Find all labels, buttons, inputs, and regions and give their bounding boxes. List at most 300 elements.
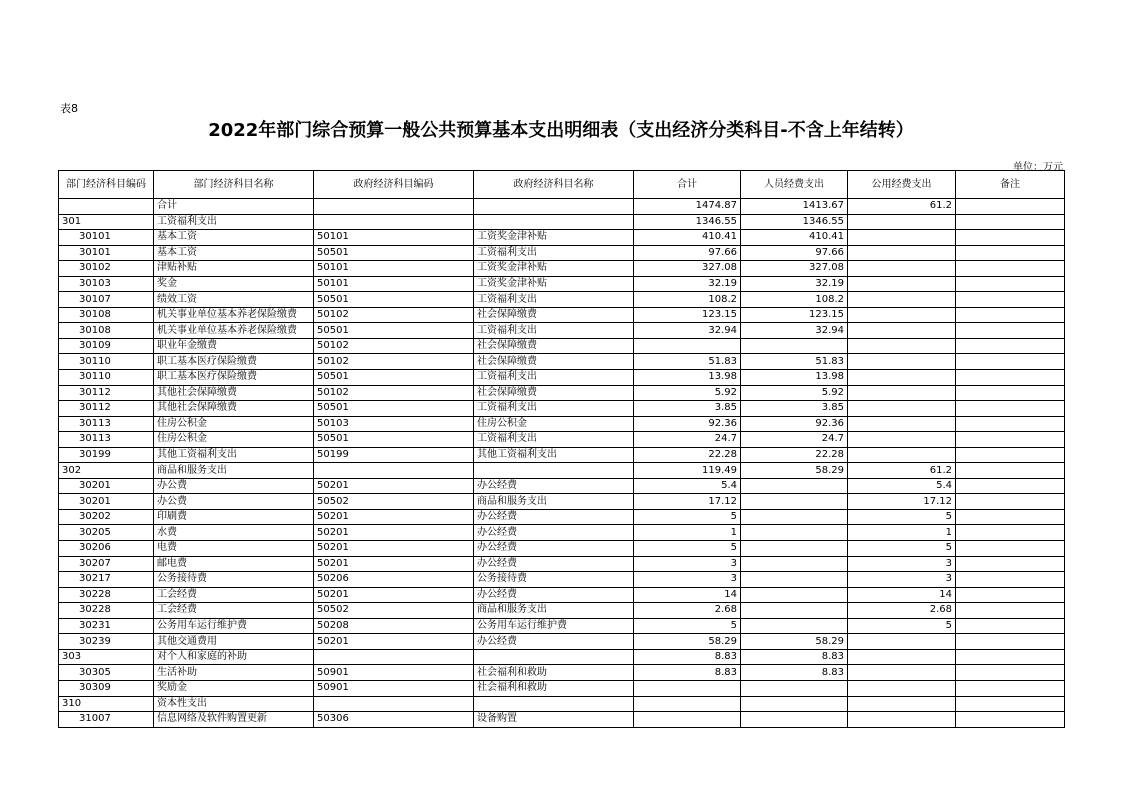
cell-dept-name: 职业年金缴费	[154, 338, 314, 354]
cell-dept-name: 其他交通费用	[154, 634, 314, 650]
table-row	[59, 416, 1065, 432]
cell-staff-expense	[741, 494, 848, 510]
cell-dept-name: 印刷费	[154, 509, 314, 525]
cell-total: 32.94	[634, 323, 741, 339]
cell-gov-name: 办公经费	[474, 556, 634, 572]
cell-public-expense	[848, 432, 956, 448]
cell-gov-code: 50206	[314, 572, 474, 588]
cell-staff-expense: 108.2	[741, 292, 848, 308]
cell-dept-name: 合计	[154, 199, 314, 215]
cell-total: 22.28	[634, 447, 741, 463]
cell-gov-code: 50306	[314, 712, 474, 728]
table-row	[59, 509, 1065, 525]
cell-dept-name: 绩效工资	[154, 292, 314, 308]
cell-dept-code: 30112	[59, 401, 154, 417]
cell-gov-name	[474, 649, 634, 665]
table-row	[59, 370, 1065, 386]
cell-total: 51.83	[634, 354, 741, 370]
cell-public-expense	[848, 634, 956, 650]
cell-dept-name: 水费	[154, 525, 314, 541]
cell-gov-name: 设备购置	[474, 712, 634, 728]
cell-gov-code: 50201	[314, 525, 474, 541]
cell-total: 3.85	[634, 401, 741, 417]
cell-total: 5.4	[634, 478, 741, 494]
cell-public-expense	[848, 665, 956, 681]
cell-dept-name: 住房公积金	[154, 416, 314, 432]
table-row	[59, 338, 1065, 354]
cell-public-expense	[848, 214, 956, 230]
cell-note	[956, 556, 1065, 572]
cell-dept-name: 其他社会保障缴费	[154, 385, 314, 401]
cell-gov-name: 工资福利支出	[474, 432, 634, 448]
cell-dept-name: 工资福利支出	[154, 214, 314, 230]
cell-gov-code: 50201	[314, 509, 474, 525]
cell-note	[956, 509, 1065, 525]
cell-staff-expense: 22.28	[741, 447, 848, 463]
cell-gov-code: 50102	[314, 385, 474, 401]
cell-public-expense	[848, 712, 956, 728]
cell-total: 5	[634, 618, 741, 634]
table-row	[59, 634, 1065, 650]
cell-staff-expense	[741, 587, 848, 603]
cell-gov-name: 社会保障缴费	[474, 354, 634, 370]
cell-staff-expense: 24.7	[741, 432, 848, 448]
cell-dept-name: 生活补助	[154, 665, 314, 681]
budget-table	[58, 170, 1065, 728]
cell-dept-name: 工会经费	[154, 603, 314, 619]
cell-gov-code	[314, 463, 474, 479]
cell-gov-code: 50501	[314, 323, 474, 339]
cell-staff-expense	[741, 680, 848, 696]
cell-gov-code: 50101	[314, 261, 474, 277]
cell-gov-code	[314, 214, 474, 230]
header-total: 合计	[634, 171, 741, 199]
cell-public-expense: 61.2	[848, 463, 956, 479]
cell-total: 5.92	[634, 385, 741, 401]
cell-gov-code	[314, 696, 474, 712]
cell-total: 32.19	[634, 276, 741, 292]
cell-dept-name: 职工基本医疗保险缴费	[154, 354, 314, 370]
cell-dept-name: 资本性支出	[154, 696, 314, 712]
table-row	[59, 712, 1065, 728]
cell-staff-expense	[741, 509, 848, 525]
cell-note	[956, 587, 1065, 603]
cell-public-expense	[848, 323, 956, 339]
cell-dept-name: 其他工资福利支出	[154, 447, 314, 463]
cell-note	[956, 463, 1065, 479]
cell-gov-name: 工资福利支出	[474, 323, 634, 339]
cell-dept-name: 对个人和家庭的补助	[154, 649, 314, 665]
cell-gov-code	[314, 199, 474, 215]
cell-dept-code: 30305	[59, 665, 154, 681]
cell-public-expense	[848, 261, 956, 277]
cell-public-expense	[848, 416, 956, 432]
cell-total: 5	[634, 541, 741, 557]
table-body	[59, 199, 1065, 728]
cell-public-expense: 17.12	[848, 494, 956, 510]
header-public-expense: 公用经费支出	[848, 171, 956, 199]
cell-gov-name: 办公经费	[474, 509, 634, 525]
cell-public-expense: 5	[848, 618, 956, 634]
table-row	[59, 199, 1065, 215]
cell-staff-expense: 32.94	[741, 323, 848, 339]
cell-dept-name: 邮电费	[154, 556, 314, 572]
cell-dept-code: 303	[59, 649, 154, 665]
cell-dept-name: 商品和服务支出	[154, 463, 314, 479]
cell-note	[956, 572, 1065, 588]
cell-public-expense	[848, 385, 956, 401]
cell-note	[956, 541, 1065, 557]
cell-dept-code: 30113	[59, 432, 154, 448]
cell-note	[956, 649, 1065, 665]
cell-gov-code: 50901	[314, 665, 474, 681]
cell-total: 119.49	[634, 463, 741, 479]
cell-note	[956, 323, 1065, 339]
cell-total: 58.29	[634, 634, 741, 650]
cell-dept-name: 奖金	[154, 276, 314, 292]
cell-total: 97.66	[634, 245, 741, 261]
cell-note	[956, 416, 1065, 432]
header-gov-name: 政府经济科目名称	[474, 171, 634, 199]
cell-gov-code: 50502	[314, 494, 474, 510]
cell-total	[634, 680, 741, 696]
table-header-row	[59, 171, 1065, 199]
cell-gov-name: 办公经费	[474, 525, 634, 541]
cell-gov-code: 50501	[314, 370, 474, 386]
cell-note	[956, 680, 1065, 696]
cell-dept-code: 30202	[59, 509, 154, 525]
cell-staff-expense	[741, 712, 848, 728]
cell-dept-code: 30113	[59, 416, 154, 432]
cell-public-expense	[848, 649, 956, 665]
header-staff-expense: 人员经费支出	[741, 171, 848, 199]
cell-public-expense: 14	[848, 587, 956, 603]
cell-dept-code: 30228	[59, 603, 154, 619]
cell-dept-name: 职工基本医疗保险缴费	[154, 370, 314, 386]
cell-dept-code: 30107	[59, 292, 154, 308]
cell-staff-expense	[741, 541, 848, 557]
cell-gov-name: 办公经费	[474, 587, 634, 603]
header-gov-code: 政府经济科目编码	[314, 171, 474, 199]
cell-note	[956, 245, 1065, 261]
cell-gov-name: 社会福利和救助	[474, 680, 634, 696]
cell-gov-code: 50102	[314, 338, 474, 354]
cell-note	[956, 214, 1065, 230]
table-row	[59, 245, 1065, 261]
cell-dept-code: 30101	[59, 230, 154, 246]
table-row	[59, 230, 1065, 246]
cell-dept-code: 30199	[59, 447, 154, 463]
cell-gov-code: 50208	[314, 618, 474, 634]
cell-gov-code: 50201	[314, 478, 474, 494]
cell-gov-name: 社会保障缴费	[474, 338, 634, 354]
table-row	[59, 463, 1065, 479]
cell-gov-name: 工资福利支出	[474, 292, 634, 308]
cell-dept-code: 30102	[59, 261, 154, 277]
table-row	[59, 494, 1065, 510]
cell-staff-expense: 5.92	[741, 385, 848, 401]
cell-dept-name: 基本工资	[154, 230, 314, 246]
table-row	[59, 603, 1065, 619]
cell-dept-code: 301	[59, 214, 154, 230]
cell-gov-name: 工资奖金津补贴	[474, 261, 634, 277]
cell-note	[956, 370, 1065, 386]
cell-dept-code	[59, 199, 154, 215]
cell-note	[956, 494, 1065, 510]
cell-staff-expense: 123.15	[741, 307, 848, 323]
cell-staff-expense: 1413.67	[741, 199, 848, 215]
cell-note	[956, 401, 1065, 417]
cell-dept-code: 30110	[59, 354, 154, 370]
cell-public-expense	[848, 680, 956, 696]
cell-public-expense: 5	[848, 541, 956, 557]
table-row	[59, 556, 1065, 572]
cell-dept-name: 津贴补贴	[154, 261, 314, 277]
cell-note	[956, 447, 1065, 463]
cell-public-expense	[848, 276, 956, 292]
cell-gov-code: 50199	[314, 447, 474, 463]
header-dept-code: 部门经济科目编码	[59, 171, 154, 199]
cell-dept-code: 30108	[59, 307, 154, 323]
table-number-label: 表8	[60, 102, 78, 115]
cell-gov-name: 社会保障缴费	[474, 385, 634, 401]
table-row	[59, 696, 1065, 712]
cell-total	[634, 712, 741, 728]
table-row	[59, 276, 1065, 292]
cell-dept-name: 办公费	[154, 494, 314, 510]
cell-dept-code: 30112	[59, 385, 154, 401]
cell-dept-name: 公务接待费	[154, 572, 314, 588]
cell-dept-code: 310	[59, 696, 154, 712]
cell-note	[956, 665, 1065, 681]
cell-total: 14	[634, 587, 741, 603]
table-row	[59, 323, 1065, 339]
table-row	[59, 385, 1065, 401]
cell-gov-code: 50102	[314, 307, 474, 323]
cell-public-expense: 5	[848, 509, 956, 525]
cell-note	[956, 478, 1065, 494]
cell-dept-name: 住房公积金	[154, 432, 314, 448]
cell-gov-name: 工资奖金津补贴	[474, 230, 634, 246]
cell-gov-name: 工资福利支出	[474, 370, 634, 386]
cell-dept-name: 办公费	[154, 478, 314, 494]
cell-gov-code: 50502	[314, 603, 474, 619]
cell-staff-expense: 32.19	[741, 276, 848, 292]
cell-staff-expense	[741, 696, 848, 712]
cell-gov-code: 50201	[314, 634, 474, 650]
cell-public-expense	[848, 370, 956, 386]
table-row	[59, 447, 1065, 463]
cell-gov-name	[474, 199, 634, 215]
table-row	[59, 261, 1065, 277]
cell-dept-code: 30228	[59, 587, 154, 603]
cell-note	[956, 307, 1065, 323]
cell-note	[956, 199, 1065, 215]
cell-note	[956, 276, 1065, 292]
cell-gov-code: 50103	[314, 416, 474, 432]
cell-total: 24.7	[634, 432, 741, 448]
cell-total	[634, 696, 741, 712]
cell-gov-code: 50901	[314, 680, 474, 696]
table-row	[59, 541, 1065, 557]
cell-note	[956, 292, 1065, 308]
table-row	[59, 649, 1065, 665]
table-row	[59, 354, 1065, 370]
cell-public-expense	[848, 696, 956, 712]
table-row	[59, 432, 1065, 448]
cell-gov-name: 办公经费	[474, 478, 634, 494]
cell-note	[956, 261, 1065, 277]
cell-staff-expense: 8.83	[741, 665, 848, 681]
table-row	[59, 680, 1065, 696]
cell-gov-code: 50501	[314, 245, 474, 261]
cell-dept-code: 31007	[59, 712, 154, 728]
cell-dept-code: 30109	[59, 338, 154, 354]
cell-gov-code: 50501	[314, 292, 474, 308]
cell-dept-name: 公务用车运行维护费	[154, 618, 314, 634]
page-title: 2022年部门综合预算一般公共预算基本支出明细表（支出经济分类科目-不含上年结转）	[208, 120, 914, 141]
table-row	[59, 292, 1065, 308]
cell-gov-code: 50101	[314, 230, 474, 246]
cell-gov-name: 商品和服务支出	[474, 603, 634, 619]
cell-public-expense	[848, 245, 956, 261]
cell-public-expense	[848, 338, 956, 354]
cell-staff-expense	[741, 603, 848, 619]
cell-gov-code: 50501	[314, 401, 474, 417]
cell-dept-name: 信息网络及软件购置更新	[154, 712, 314, 728]
cell-gov-name: 社会福利和救助	[474, 665, 634, 681]
cell-note	[956, 338, 1065, 354]
cell-total: 3	[634, 556, 741, 572]
cell-gov-name: 工资福利支出	[474, 245, 634, 261]
cell-note	[956, 230, 1065, 246]
header-dept-name: 部门经济科目名称	[154, 171, 314, 199]
cell-staff-expense	[741, 572, 848, 588]
cell-gov-code: 50201	[314, 556, 474, 572]
cell-public-expense: 3	[848, 572, 956, 588]
cell-gov-name: 公务用车运行维护费	[474, 618, 634, 634]
cell-gov-name: 办公经费	[474, 634, 634, 650]
cell-total: 327.08	[634, 261, 741, 277]
cell-note	[956, 354, 1065, 370]
table-row	[59, 214, 1065, 230]
cell-dept-name: 机关事业单位基本养老保险缴费	[154, 307, 314, 323]
table-row	[59, 665, 1065, 681]
cell-total	[634, 338, 741, 354]
cell-dept-code: 30201	[59, 478, 154, 494]
cell-gov-code	[314, 649, 474, 665]
cell-dept-name: 奖励金	[154, 680, 314, 696]
table-row	[59, 401, 1065, 417]
cell-staff-expense: 58.29	[741, 634, 848, 650]
cell-gov-name	[474, 214, 634, 230]
cell-dept-code: 30110	[59, 370, 154, 386]
cell-dept-code: 30103	[59, 276, 154, 292]
cell-gov-code: 50201	[314, 541, 474, 557]
cell-public-expense: 3	[848, 556, 956, 572]
cell-staff-expense: 410.41	[741, 230, 848, 246]
cell-total: 5	[634, 509, 741, 525]
cell-public-expense	[848, 447, 956, 463]
cell-staff-expense: 51.83	[741, 354, 848, 370]
cell-note	[956, 634, 1065, 650]
cell-staff-expense: 58.29	[741, 463, 848, 479]
cell-staff-expense: 97.66	[741, 245, 848, 261]
cell-public-expense	[848, 292, 956, 308]
cell-staff-expense	[741, 556, 848, 572]
cell-public-expense: 61.2	[848, 199, 956, 215]
cell-staff-expense: 92.36	[741, 416, 848, 432]
cell-note	[956, 525, 1065, 541]
cell-note	[956, 432, 1065, 448]
cell-staff-expense: 327.08	[741, 261, 848, 277]
cell-staff-expense: 3.85	[741, 401, 848, 417]
cell-gov-name: 公务接待费	[474, 572, 634, 588]
cell-total: 108.2	[634, 292, 741, 308]
cell-gov-name: 工资奖金津补贴	[474, 276, 634, 292]
cell-dept-name: 其他社会保障缴费	[154, 401, 314, 417]
cell-gov-name: 商品和服务支出	[474, 494, 634, 510]
cell-total: 410.41	[634, 230, 741, 246]
table-row	[59, 478, 1065, 494]
cell-total: 123.15	[634, 307, 741, 323]
cell-gov-name: 社会保障缴费	[474, 307, 634, 323]
cell-note	[956, 385, 1065, 401]
cell-gov-code: 50201	[314, 587, 474, 603]
cell-gov-name: 工资福利支出	[474, 401, 634, 417]
cell-total: 17.12	[634, 494, 741, 510]
cell-staff-expense	[741, 525, 848, 541]
cell-dept-name: 电费	[154, 541, 314, 557]
table-row	[59, 525, 1065, 541]
cell-dept-name: 工会经费	[154, 587, 314, 603]
cell-staff-expense: 13.98	[741, 370, 848, 386]
cell-gov-code: 50101	[314, 276, 474, 292]
cell-dept-code: 30239	[59, 634, 154, 650]
cell-staff-expense	[741, 618, 848, 634]
cell-total: 1	[634, 525, 741, 541]
cell-dept-code: 30201	[59, 494, 154, 510]
cell-public-expense	[848, 307, 956, 323]
cell-public-expense: 1	[848, 525, 956, 541]
table-row	[59, 618, 1065, 634]
cell-dept-code: 30101	[59, 245, 154, 261]
cell-gov-name: 住房公积金	[474, 416, 634, 432]
cell-total: 92.36	[634, 416, 741, 432]
cell-dept-code: 302	[59, 463, 154, 479]
cell-total: 2.68	[634, 603, 741, 619]
cell-public-expense: 2.68	[848, 603, 956, 619]
cell-gov-code: 50102	[314, 354, 474, 370]
cell-staff-expense: 1346.55	[741, 214, 848, 230]
cell-public-expense	[848, 230, 956, 246]
cell-dept-code: 30217	[59, 572, 154, 588]
cell-public-expense: 5.4	[848, 478, 956, 494]
unit-label: 单位：万元	[1013, 162, 1063, 173]
cell-gov-name	[474, 696, 634, 712]
cell-dept-code: 30309	[59, 680, 154, 696]
cell-public-expense	[848, 401, 956, 417]
header-note: 备注	[956, 171, 1065, 199]
cell-total: 3	[634, 572, 741, 588]
cell-dept-code: 30207	[59, 556, 154, 572]
cell-dept-name: 基本工资	[154, 245, 314, 261]
cell-note	[956, 696, 1065, 712]
cell-dept-code: 30108	[59, 323, 154, 339]
table-row	[59, 587, 1065, 603]
cell-total: 1474.87	[634, 199, 741, 215]
cell-dept-code: 30205	[59, 525, 154, 541]
